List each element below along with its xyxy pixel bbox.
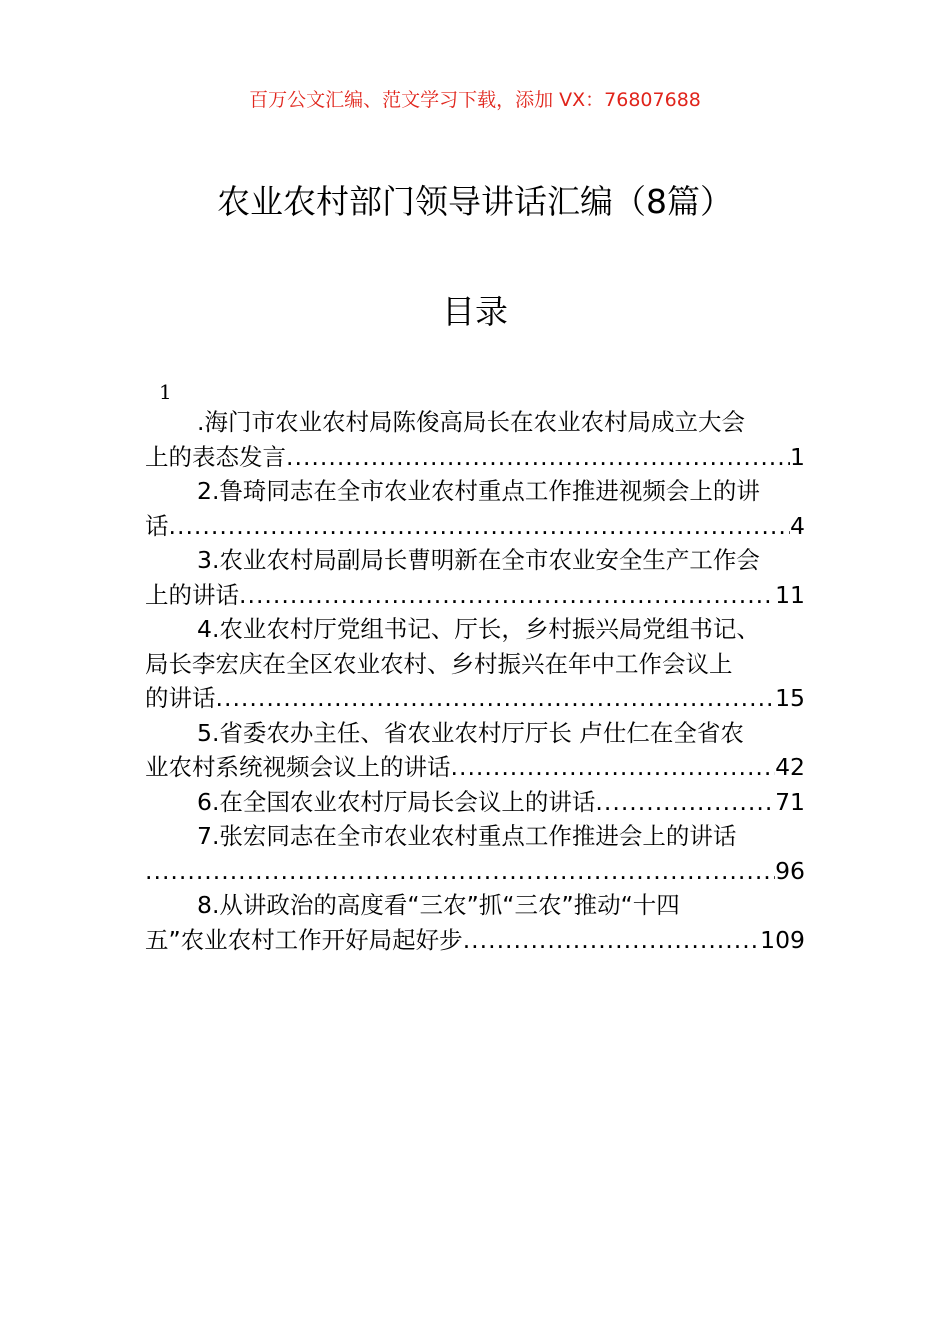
document-title: 农业农村部门领导讲话汇编（8篇） [217, 182, 733, 221]
toc-entry-text: 8.从讲政治的高度看“三农”抓“三农”推动“十四 [197, 891, 680, 919]
table-of-contents [145, 405, 805, 957]
toc-entry-text: 局长李宏庆在全区农业农村、乡村振兴在年中工作会议上 [145, 649, 733, 678]
toc-entry-5[interactable] [145, 716, 805, 785]
toc-page-number: 71 [775, 787, 805, 816]
leader-dots [451, 750, 776, 785]
toc-page-number: 15 [775, 684, 805, 712]
toc-entry-text: 上的讲话 [145, 580, 239, 609]
toc-entry-text: 2.鲁琦同志在全市农业农村重点工作推进视频会上的讲 [197, 477, 760, 505]
leader-dots [239, 578, 775, 613]
toc-page-number: 4 [790, 511, 805, 540]
toc-entry-text: 5.省委农办主任、省农业农村厅厅长 卢仕仁在全省农 [197, 718, 744, 747]
toc-entry-6[interactable] [145, 785, 805, 820]
leader-dots [145, 854, 775, 889]
toc-page-number: 109 [760, 925, 805, 954]
toc-entry-text: 的讲话 [145, 684, 216, 712]
toc-page-number: 11 [775, 580, 805, 609]
promo-banner: 百万公文汇编、范文学习下载，添加 VX：76807688 [249, 89, 701, 111]
toc-entry-text: 7.张宏同志在全市农业农村重点工作推进会上的讲话 [197, 822, 737, 850]
leader-dots [286, 440, 790, 475]
toc-entry-7[interactable] [145, 819, 805, 888]
toc-entry-2[interactable] [145, 474, 805, 543]
toc-entry-8[interactable] [145, 888, 805, 957]
toc-entry-4[interactable] [145, 612, 805, 716]
leader-dots [216, 681, 776, 716]
leader-dots [169, 509, 791, 544]
toc-entry-text: 6.在全国农业农村厅局长会议上的讲话 [197, 787, 596, 816]
toc-entry-text: .海门市农业农村局陈俊高局长在农业农村局成立大会 [197, 408, 745, 436]
toc-page-number: 42 [775, 753, 805, 781]
list-marker: 1 [159, 380, 172, 404]
toc-page-number: 1 [790, 442, 805, 471]
toc-page-number: 96 [775, 856, 805, 885]
toc-heading: 目录 [442, 292, 508, 331]
toc-entry-text: 上的表态发言 [145, 442, 286, 471]
toc-entry-text: 业农村系统视频会议上的讲话 [145, 753, 451, 781]
leader-dots [463, 923, 760, 958]
toc-entry-text: 话 [145, 511, 169, 540]
leader-dots [595, 785, 775, 820]
toc-entry-1[interactable] [145, 405, 805, 474]
toc-entry-text: 4.农业农村厅党组书记、厅长，乡村振兴局党组书记、 [197, 615, 760, 643]
toc-entry-3[interactable] [145, 543, 805, 612]
toc-entry-text: 3.农业农村局副局长曹明新在全市农业安全生产工作会 [197, 546, 760, 574]
toc-entry-text: 五”农业农村工作开好局起好步 [145, 925, 463, 954]
